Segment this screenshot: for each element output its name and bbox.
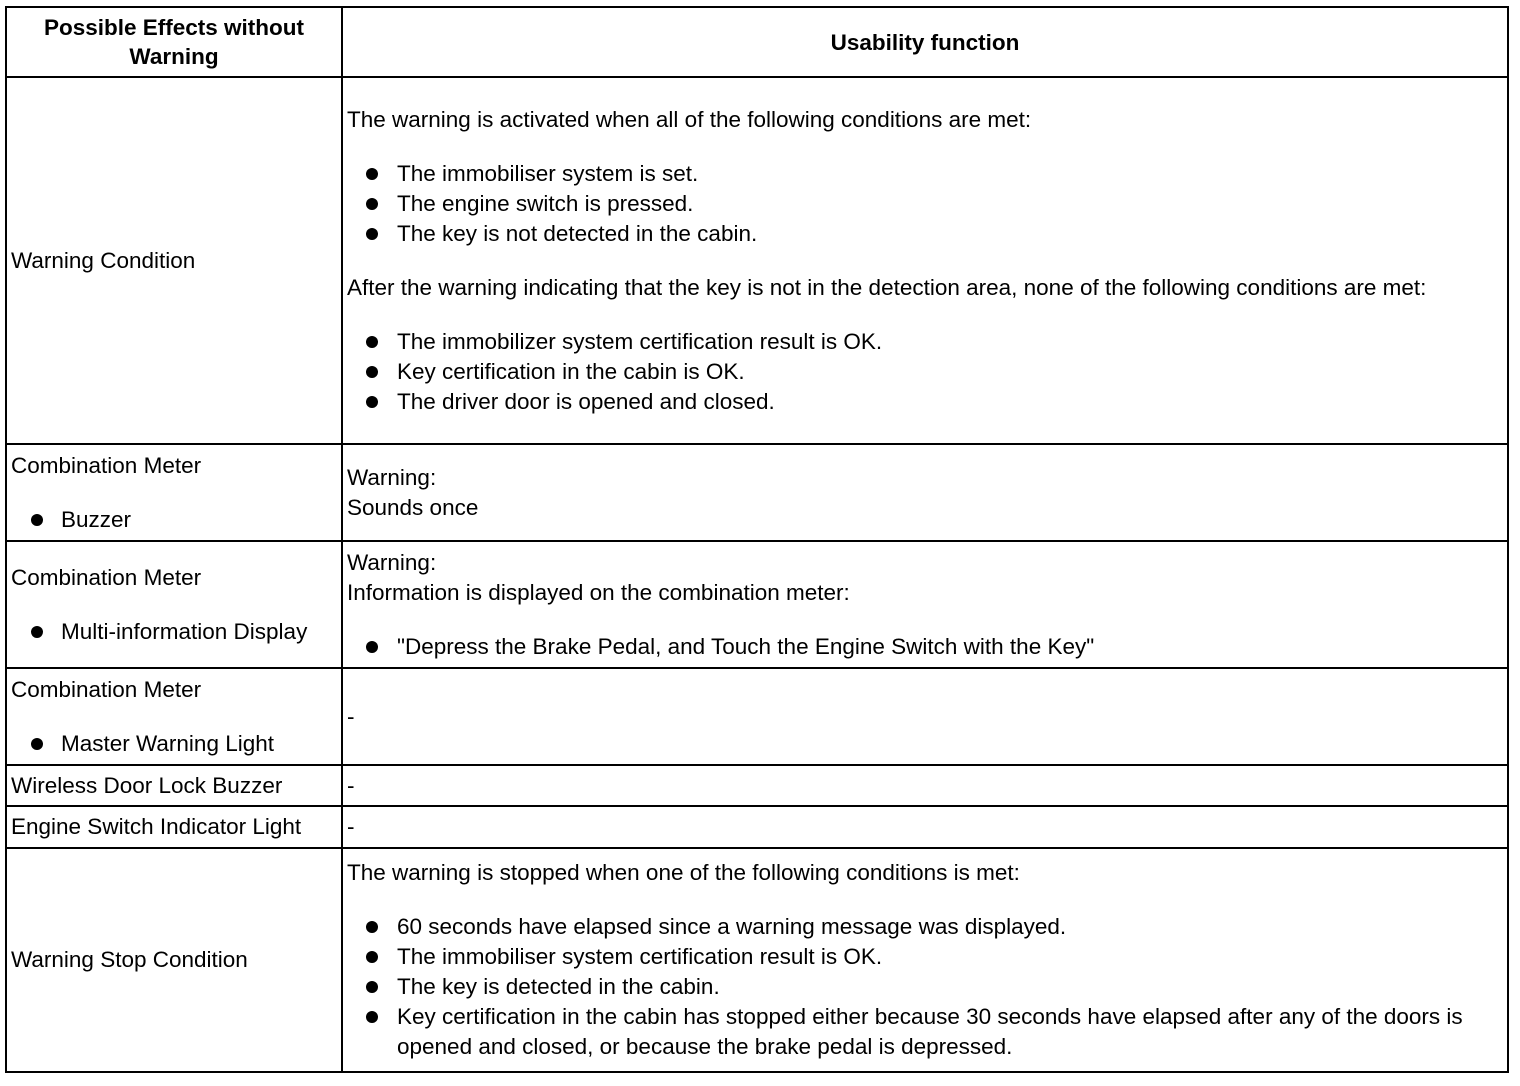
table-row	[6, 77, 1508, 444]
table-row	[6, 806, 1508, 848]
warning-table	[5, 6, 1509, 1073]
function-cell	[342, 765, 1508, 806]
condition-list	[347, 159, 1503, 249]
list-item: The key is not detected in the cabin.	[347, 219, 1503, 249]
function-line: Sounds once	[347, 494, 479, 520]
message-list	[347, 632, 1503, 662]
list-item: Key certification in the cabin has stopped either because 30 seconds have elapsed after any of the doors is opened and closed, or because the brake pedal is depressed.	[347, 1002, 1503, 1062]
effect-label: Wireless Door Lock Buzzer	[11, 772, 283, 798]
function-line: Information is displayed on the combination meter:	[347, 579, 850, 605]
function-cell	[342, 444, 1508, 541]
condition-intro: The warning is activated when all of the following conditions are met:	[347, 106, 1032, 132]
effect-label: Combination Meter	[11, 676, 202, 702]
list-item: The immobilizer system certification result is OK.	[347, 327, 1503, 357]
table-row	[6, 848, 1508, 1072]
function-line: Warning:	[347, 549, 437, 575]
effect-cell	[6, 848, 342, 1072]
effect-cell	[6, 541, 342, 668]
stop-intro: The warning is stopped when one of the following conditions is met:	[347, 860, 1020, 885]
table-row	[6, 765, 1508, 806]
function-value: -	[347, 814, 355, 839]
effect-cell	[6, 668, 342, 765]
effect-label: Warning Condition	[11, 247, 196, 273]
list-item: "Depress the Brake Pedal, and Touch the Engine Switch with the Key"	[347, 632, 1503, 662]
list-item: The immobiliser system is set.	[347, 159, 1503, 189]
effect-label: Combination Meter	[11, 564, 202, 590]
function-cell	[342, 541, 1508, 668]
function-cell	[342, 668, 1508, 765]
effect-sub-list	[11, 729, 337, 759]
list-item: Master Warning Light	[11, 729, 337, 759]
effect-label: Engine Switch Indicator Light	[11, 814, 302, 839]
header-possible-effects: Possible Effects without Warning	[6, 7, 342, 77]
list-item: 60 seconds have elapsed since a warning message was displayed.	[347, 912, 1503, 942]
table-row	[6, 541, 1508, 668]
function-cell	[342, 806, 1508, 848]
function-line: Warning:	[347, 464, 437, 490]
function-cell	[342, 77, 1508, 444]
condition-intro-2: After the warning indicating that the key is not in the detection area, none of the following conditions are met:	[347, 274, 1427, 300]
effect-label: Combination Meter	[11, 452, 202, 478]
list-item: The key is detected in the cabin.	[347, 972, 1503, 1002]
condition-list-2	[347, 327, 1503, 417]
function-value: -	[347, 772, 355, 798]
list-item: Key certification in the cabin is OK.	[347, 357, 1503, 387]
table-row	[6, 668, 1508, 765]
stop-condition-list	[347, 912, 1503, 1062]
effect-cell	[6, 765, 342, 806]
function-cell	[342, 848, 1508, 1072]
list-item: Multi-information Display	[11, 617, 337, 647]
list-item: Buzzer	[11, 505, 337, 535]
header-usability-function: Usability function	[342, 7, 1508, 77]
effect-sub-list	[11, 617, 337, 647]
effect-cell	[6, 806, 342, 848]
list-item: The immobiliser system certification result is OK.	[347, 942, 1503, 972]
table-header-row	[6, 7, 1508, 77]
function-value: -	[347, 703, 355, 729]
effect-cell	[6, 77, 342, 444]
table-row	[6, 444, 1508, 541]
effect-cell	[6, 444, 342, 541]
list-item: The engine switch is pressed.	[347, 189, 1503, 219]
list-item: The driver door is opened and closed.	[347, 387, 1503, 417]
effect-label: Warning Stop Condition	[11, 947, 248, 972]
effect-sub-list	[11, 505, 337, 535]
